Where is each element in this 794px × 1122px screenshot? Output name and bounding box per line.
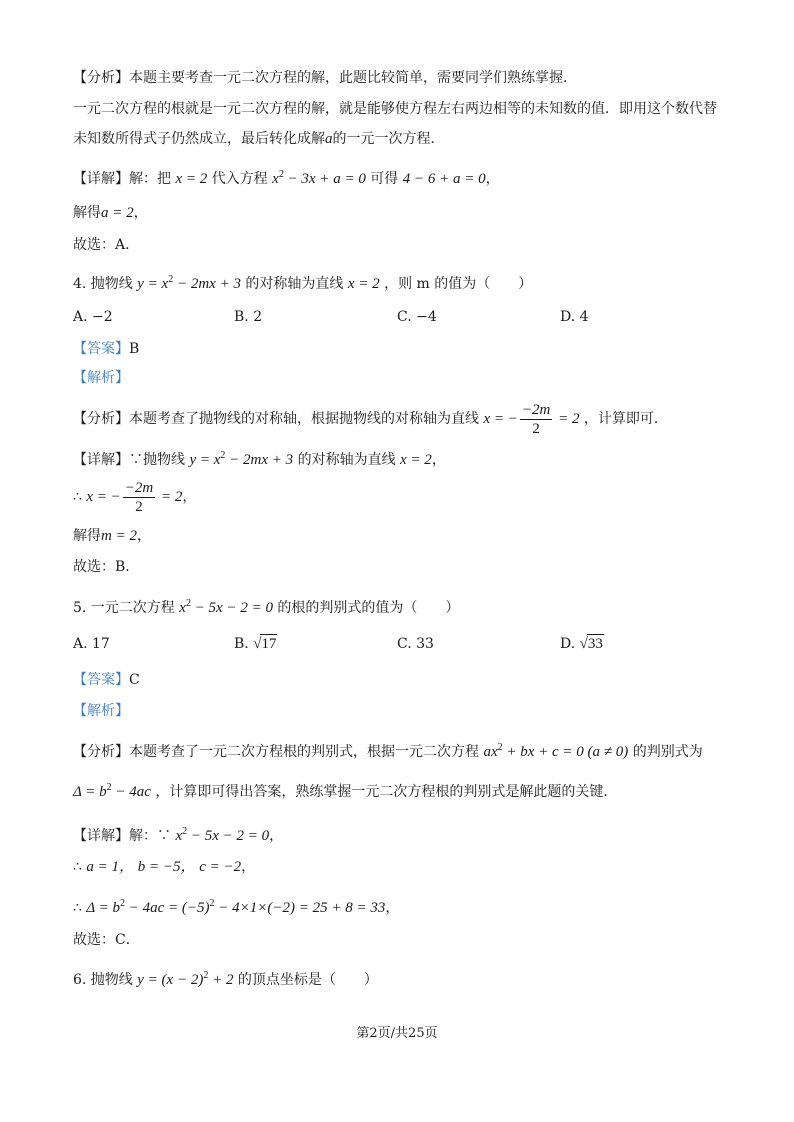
delta-definition: $\Delta = b^2 - 4ac$ xyxy=(73,782,151,800)
analysis-q5-line1: 【分析】本题考查了一元二次方程根的判别式，根据一元二次方程 $ax^2$ + bx + c = 0 (a ≠ 0) 的判别式为 xyxy=(73,742,703,760)
general-equation: $ax^2$ + bx + c = 0 (a ≠ 0) xyxy=(483,742,629,760)
analysis-line-3: 未知数所得式子仍然成立，最后转化成解a的一元一次方程． xyxy=(73,131,445,147)
option-d-q5: D. √33 xyxy=(560,636,603,652)
equation-q3: $x^2 - 3x + a = 0$ xyxy=(272,169,366,187)
choice-q4: 故选：B． xyxy=(73,559,140,575)
axis-x-eq-2: x = 2 xyxy=(347,276,380,292)
analysis-q4: 【分析】本题考查了抛物线的对称轴，根据抛物线的对称轴为直线 x = − $\frac{-2m}{2}$ = 2 ，计算即可． xyxy=(73,401,668,437)
jiexi-label-q4: 【解析】 xyxy=(73,370,129,386)
option-c-q4: C. −4 xyxy=(397,309,437,325)
sqrt-17: 17 xyxy=(261,636,277,652)
detail-q4: 【详解】∵抛物线 $y = x^2 - 2mx + 3$ 的对称轴为直线 x = 2， xyxy=(73,450,446,468)
var-a: a xyxy=(325,131,333,147)
option-a-q4: A. −2 xyxy=(73,309,113,325)
option-b-q5: B. √17 xyxy=(234,636,277,652)
analysis-line-2: 一元二次方程的根就是一元二次方程的解，就是能够使方程左右两边相等的未知数的值．即用这个数代替 xyxy=(73,101,717,117)
option-b-q4: B. 2 xyxy=(234,309,263,325)
solve-line-q3: 解得a = 2， xyxy=(73,205,148,221)
coefficients-q5: ∴ a = 1， b = −5， c = −2， xyxy=(73,859,256,875)
delta-calculation: $\Delta = b^2 - 4ac = (-5)^2 - 4\times 1\times(-2) = 25 + 8 = 33$ xyxy=(86,898,386,916)
option-d-q4: D. 4 xyxy=(560,309,589,325)
answer-q5: 【答案】C xyxy=(73,672,140,688)
choice-line-q3: 故选：A． xyxy=(73,237,140,253)
page-footer: 第2页/共25页 xyxy=(356,1026,438,1041)
analysis-line-1: 【分析】本题主要考查一元二次方程的解，此题比较简单，需要同学们熟练掌握． xyxy=(73,70,577,86)
detail-line-q3: 【详解】解：把 x = 2 代入方程 $x^2 - 3x + a = 0$ 可得 4 − 6 + a = 0， xyxy=(73,169,500,187)
answer-q4: 【答案】B xyxy=(73,341,140,357)
equation-q5-detail: $x^2 - 5x - 2 = 0$ xyxy=(175,826,270,844)
option-c-q5: C. 33 xyxy=(397,636,434,652)
equation-q5: $x^2 - 5x - 2 = 0$ xyxy=(179,598,273,616)
parabola-q4: $y = x^2 - 2mx + 3$ xyxy=(137,274,241,292)
parabola-q6: $y = (x - 2)^2 + 2$ xyxy=(137,970,234,988)
analysis-q5-line2: $\Delta = b^2 - 4ac$ ，计算即可得出答案，熟练掌握一元二次方程根的判别式是解此题的关键． xyxy=(73,782,618,800)
coefficients: a = 1， b = −5， c = −2 xyxy=(86,859,242,875)
question-5: 5. 一元二次方程 $x^2 - 5x - 2 = 0$ 的根的判别式的值为（ ） xyxy=(73,598,460,616)
detail-q5: 【详解】解：∵ $x^2 - 5x - 2 = 0$， xyxy=(73,826,284,844)
equation-q3-sub: 4 − 6 + a = 0 xyxy=(402,171,486,187)
therefore-q4: ∴ x = − $\frac{-2m}{2}$ = 2， xyxy=(73,479,197,515)
question-6: 6. 抛物线 $y = (x - 2)^2 + 2$ 的顶点坐标是（ ） xyxy=(73,970,378,988)
parabola-q4-detail: $y = x^2 - 2mx + 3$ xyxy=(189,450,294,468)
fraction-q4-detail: $\frac{-2m}{2}$ xyxy=(124,479,154,515)
x-eq-2: x = 2 xyxy=(175,171,208,187)
a-eq-2: a = 2 xyxy=(101,205,134,221)
option-a-q5: A. 17 xyxy=(73,636,110,652)
question-4: 4. 抛物线 $y = x^2 - 2mx + 3$ 的对称轴为直线 x = 2 ，则 m 的值为（ ） xyxy=(73,274,533,292)
choice-q5: 故选：C． xyxy=(73,932,140,948)
fraction-q4: $\frac{-2m}{2}$ xyxy=(521,401,551,437)
solve-q4: 解得m = 2， xyxy=(73,528,151,544)
jiexi-label-q5: 【解析】 xyxy=(73,703,129,719)
sqrt-33: 33 xyxy=(587,636,603,652)
delta-calc-q5: ∴ $\Delta = b^2 - 4ac = (-5)^2 - 4\times 1\times(-2) = 25 + 8 = 33$， xyxy=(73,898,400,916)
